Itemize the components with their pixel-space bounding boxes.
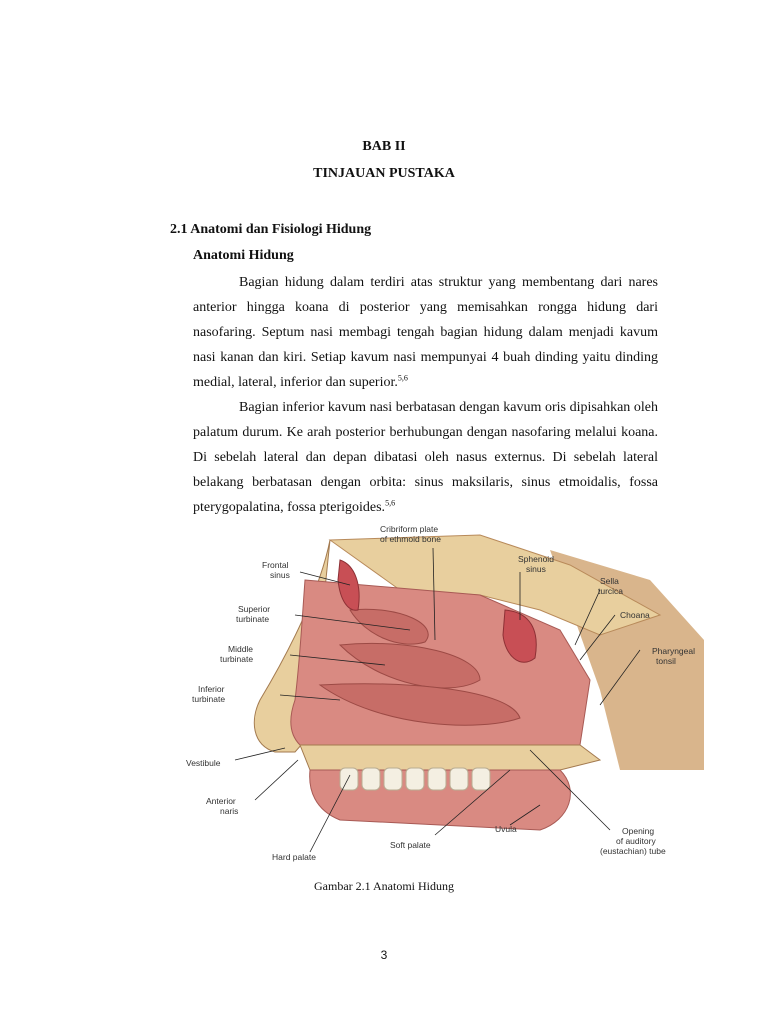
paragraph-1-text: Bagian hidung dalam terdiri atas struktur yang membentang dari nares anterior hingga koana di posterior yang memisahkan rongga hidung dari nasofaring. Septum nasi membagi tengah bagian hidung dalam menjadi kavum nasi kanan dan kiri. Setiap kavum nasi mempunyai 4 buah dinding yaitu dinding medial, lateral, inferior dan superior. (193, 275, 658, 390)
label-pharyngeal-2: tonsil (656, 656, 676, 666)
label-sella-1: Sella (600, 576, 619, 586)
paragraph-2-text: Bagian inferior kavum nasi berbatasan dengan kavum oris dipisahkan oleh palatum durum. Ke arah posterior berhubungan dengan nasofaring melalui koana. Di sebelah lateral dan depan dibatasi oleh nasus externus. Di sebelah lateral belakang berbatasan dengan orbita: sinus maksilaris, sinus etmoidalis, fossa pterygopalatina, fossa pterigoides. (193, 400, 658, 515)
upper-teeth (340, 768, 490, 790)
label-frontal-1: Frontal (262, 560, 289, 570)
label-vestibule: Vestibule (186, 758, 221, 768)
paragraph-1 (193, 270, 658, 395)
label-anterior-1: Anterior (206, 796, 236, 806)
figure-caption: Gambar 2.1 Anatomi Hidung (314, 879, 454, 893)
label-inferior-1: Inferior (198, 684, 225, 694)
paragraph-2 (193, 395, 658, 520)
label-cribriform-1: Cribriform plate (380, 524, 439, 534)
label-hard-palate: Hard palate (272, 852, 316, 862)
paragraph-2-reference: 5,6 (385, 498, 396, 508)
label-sella-2: turcica (598, 586, 624, 596)
label-superior-2: turbinate (236, 614, 270, 624)
label-anterior-2: naris (220, 806, 239, 816)
chapter-heading: BAB II (362, 139, 406, 154)
section-heading: 2.1 Anatomi dan Fisiologi Hidung (170, 222, 372, 237)
label-opening-2: of auditory (616, 836, 656, 846)
label-frontal-2: sinus (270, 570, 290, 580)
hard-palate-shape (300, 745, 600, 770)
label-sphenoid-2: sinus (526, 564, 546, 574)
paragraph-1-reference: 5,6 (397, 373, 408, 383)
label-choana: Choana (620, 610, 650, 620)
label-middle-1: Middle (228, 644, 254, 654)
subsection-heading: Anatomi Hidung (193, 248, 294, 263)
label-middle-2: turbinate (220, 654, 254, 664)
page-number: 3 (380, 948, 388, 962)
chapter-title: TINJAUAN PUSTAKA (313, 166, 455, 181)
label-soft-palate: Soft palate (390, 840, 431, 850)
label-pharyngeal-1: Pharyngeal (652, 646, 696, 656)
label-opening-3: (eustachian) tube (600, 846, 666, 856)
label-superior-1: Superior (238, 604, 271, 614)
label-inferior-2: turbinate (192, 694, 226, 704)
label-sphenoid-1: Sphenoid (518, 554, 554, 564)
label-cribriform-2: of ethmoid bone (380, 534, 441, 544)
nasal-anatomy-figure (180, 520, 704, 865)
label-opening-1: Opening (622, 826, 655, 836)
label-uvula: Uvula (495, 824, 517, 834)
